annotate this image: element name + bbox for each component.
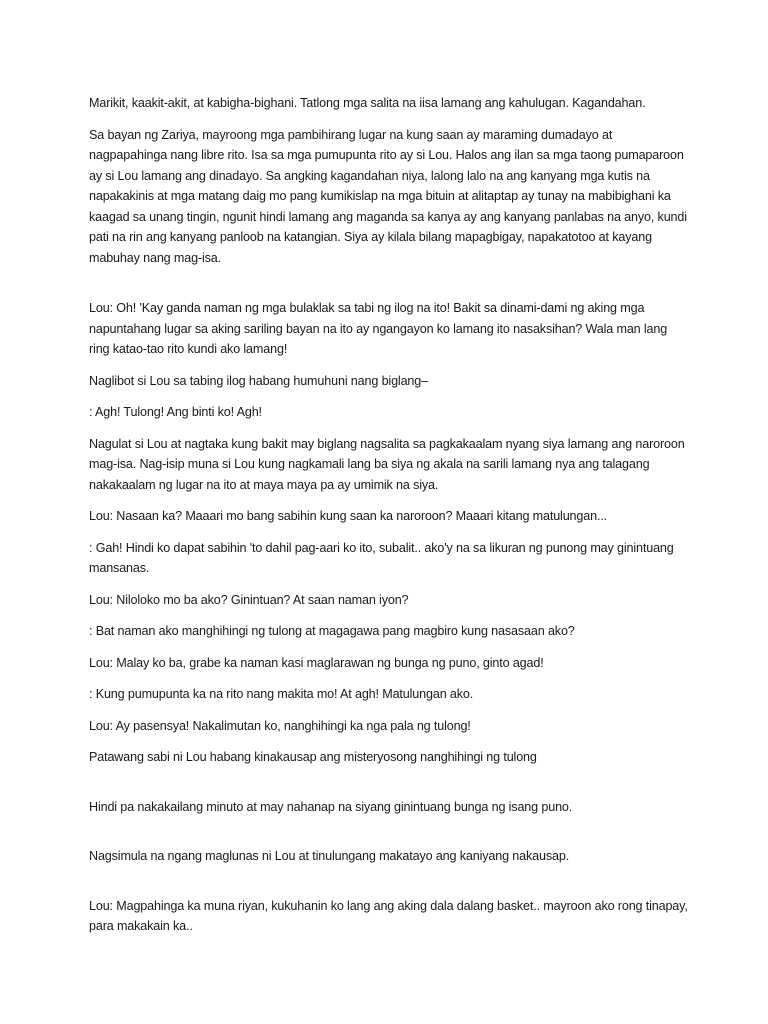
dialogue-stranger-4: : Kung pumupunta ka na rito nang makita mo! At agh! Matulungan ako. [89, 687, 474, 701]
narration-4: Hindi pa nakakailang minuto at may nahanap na siyang ginintuang bunga ng isang puno. [89, 799, 573, 814]
dialogue-lou-2: Lou: Nasaan ka? Maaari mo bang sabihin kung saan ka naroroon? Maaari kitang matulungan... [89, 509, 608, 523]
narration-2: Nagulat si Lou at nagtaka kung bakit may biglang nagsalita sa pagkakaalam nyang siya lamang ang naroroon mag-isa. Nag-isip muna si Lou kung nagkamali lang ba siya ng akala na sarili lamang nya ang talagang nakakaalam ng lugar na ito at maya maya pa ay umimik na siya. [89, 436, 685, 492]
narration-3: Patawang sabi ni Lou habang kinakausap ang misteryosong nanghihingi ng tulong [89, 750, 537, 764]
paragraph-description: Sa bayan ng Zariya, mayroong mga pambihirang lugar na kung saan ay maraming dumadayo at nagpapahinga nang libre rito. Isa sa mga pumupunta rito ay si Lou. Halos ang ilan sa mga taong pumaparoon ay si Lou lamang ang dinadayo. Sa angking kagandahan niya, lalong lalo na ang kanyang mga kutis na napakakinis at mga matang daig mo pang kumikislap na mga bituin at alitaptap ay tunay na mabibighani ka kaagad sa unang tingin, ngunit hindi lamang ang maganda sa kanya ay ang kanyang panlabas na anyo, kundi pati na rin ang kanyang panloob na katangian. Siya ay kilala bilang mapagbigay, napakatotoo at kayang mabuhay nang mag-isa. [89, 127, 687, 265]
document-page [89, 93, 689, 948]
dialogue-lou-6: Lou: Magpahinga ka muna riyan, kukuhanin ko lang ang aking dala dalang basket.. mayroon ako rong tinapay, para makakain ka.. [89, 898, 688, 933]
narration-1: Naglibot si Lou sa tabing ilog habang humuhuni nang biglang– [89, 373, 428, 388]
dialogue-lou-1: Lou: Oh! 'Kay ganda naman ng mga bulaklak sa tabi ng ilog na ito! Bakit sa dinami-dami ng aking mga napuntahang lugar sa aking sariling bayan na ito ay ngangayon ko lamang ito nasaksihan? Wala man lang ring katao-tao rito kundi ako lamang! [89, 301, 668, 356]
dialogue-stranger-3: : Bat naman ako manghihingi ng tulong at magagawa pang magbiro kung nasasaan ako? [89, 624, 575, 638]
narration-5: Nagsimula na ngang maglunas ni Lou at tinulungang makatayo ang kaniyang nakausap. [89, 849, 570, 863]
paragraph-intro: Marikit, kaakit-akit, at kabigha-bighani. Tatlong mga salita na iisa lamang ang kahulugan. Kagandahan. [89, 96, 646, 110]
dialogue-stranger-1: : Agh! Tulong! Ang binti ko! Agh! [89, 405, 262, 419]
dialogue-lou-4: Lou: Malay ko ba, grabe ka naman kasi maglarawan ng bunga ng puno, ginto agad! [89, 655, 544, 670]
dialogue-stranger-2: : Gah! Hindi ko dapat sabihin 'to dahil pag-aari ko ito, subalit.. ako'y na sa likuran ng punong may ginintuang mansanas. [89, 540, 674, 575]
dialogue-lou-5: Lou: Ay pasensya! Nakalimutan ko, nanghihingi ka nga pala ng tulong! [89, 718, 471, 733]
dialogue-lou-3: Lou: Niloloko mo ba ako? Ginintuan? At saan naman iyon? [89, 592, 409, 607]
